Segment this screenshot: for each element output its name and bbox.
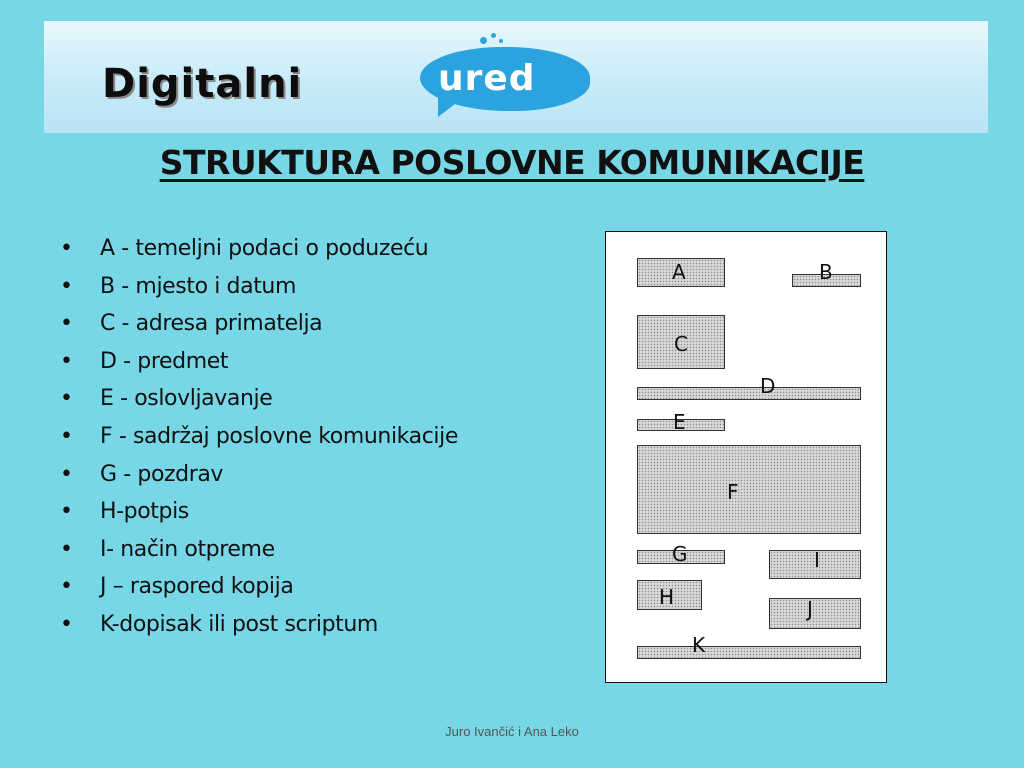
- label-b: B: [819, 260, 833, 284]
- label-k: K: [692, 633, 706, 657]
- label-i: I: [814, 548, 820, 572]
- list-item: • B - mjesto i datum: [60, 268, 458, 306]
- list-item: • J – raspored kopija: [60, 568, 458, 606]
- label-h: H: [659, 585, 675, 609]
- label-g: G: [672, 542, 688, 566]
- digitalni-ured-logo: [102, 43, 602, 119]
- list-item: • E - oslovljavanje: [60, 380, 458, 418]
- slide-footer: Juro Ivančić i Ana Leko: [445, 724, 579, 739]
- list-item: • K-dopisak ili post scriptum: [60, 606, 458, 644]
- logo-bubble-text: ured: [438, 58, 536, 99]
- label-j: J: [807, 597, 813, 621]
- label-f: F: [727, 480, 739, 504]
- label-d: D: [760, 374, 776, 398]
- logo-dot: [491, 33, 496, 38]
- list-item: • C - adresa primatelja: [60, 305, 458, 343]
- list-item: • H-potpis: [60, 493, 458, 531]
- logo-bubble-tail: [438, 97, 464, 117]
- structure-list: [60, 230, 458, 644]
- block-j: [769, 598, 861, 629]
- list-item: • G - pozdrav: [60, 456, 458, 494]
- list-item: • D - predmet: [60, 343, 458, 381]
- list-item: • A - temeljni podaci o poduzeću: [60, 230, 458, 268]
- block-d: [637, 387, 861, 400]
- label-c: C: [674, 332, 688, 356]
- logo-dot: [480, 37, 487, 44]
- header-banner: [44, 21, 988, 133]
- letter-layout-diagram: [605, 231, 887, 683]
- list-item: • F - sadržaj poslovne komunikacije: [60, 418, 458, 456]
- logo-text: Digitalni: [102, 61, 303, 107]
- logo-dot: [499, 39, 503, 43]
- label-e: E: [673, 410, 686, 434]
- slide-title: STRUKTURA POSLOVNE KOMUNIKACIJE: [159, 143, 865, 182]
- list-item: • I- način otpreme: [60, 531, 458, 569]
- label-a: A: [672, 260, 686, 284]
- block-f: [637, 445, 861, 534]
- block-k: [637, 646, 861, 659]
